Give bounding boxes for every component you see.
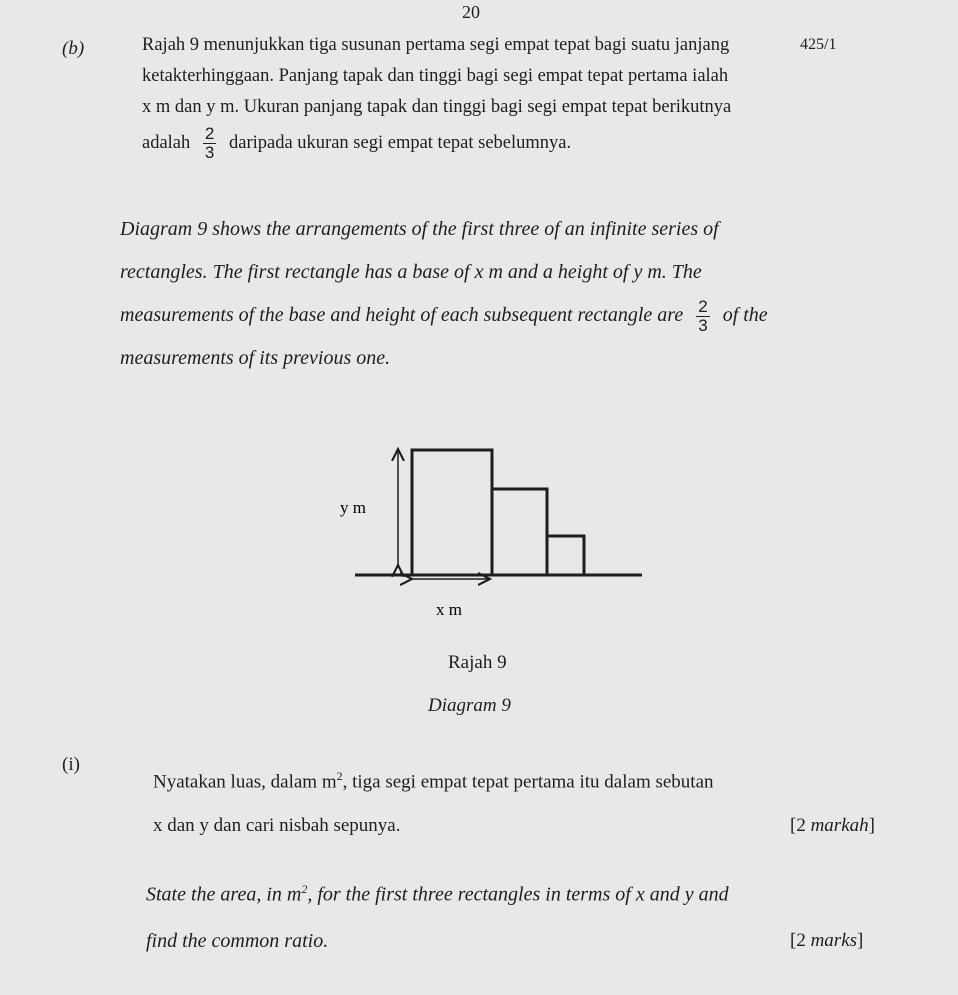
diagram-caption-malay: Rajah 9 xyxy=(448,652,507,673)
marks-malay: [2 markah] xyxy=(790,815,875,836)
question-english-line-2: find the common ratio. xyxy=(146,929,329,952)
question-label: (i) xyxy=(62,754,80,775)
height-label: y m xyxy=(340,498,366,517)
fraction-two-thirds-english xyxy=(696,298,709,335)
question-english-line-1 xyxy=(146,866,926,918)
marks-english: [2 marks] xyxy=(790,930,864,951)
fraction-numerator: 2 xyxy=(698,296,708,316)
english-line-1: Diagram 9 shows the arrangements of the first three of an infinite series of xyxy=(120,218,719,240)
malay-line-4 xyxy=(142,125,862,162)
fraction-numerator: 2 xyxy=(204,124,215,143)
malay-line-3: x m dan y m. Ukuran panjang tapak dan tinggi bagi segi empat tepat berikutnya xyxy=(142,97,732,117)
english-paragraph xyxy=(120,208,880,380)
question-malay-line-1-end: , tiga segi empat tepat pertama itu dalam sebutan xyxy=(342,771,714,793)
marks-malay-count: 2 xyxy=(796,815,806,836)
rectangles-diagram xyxy=(330,435,650,635)
fraction-two-thirds xyxy=(203,125,216,162)
question-malay-line-1 xyxy=(153,754,913,804)
english-line-3-start: measurements of the base and height of each subsequent rectangle are xyxy=(120,304,684,326)
english-line-3 xyxy=(120,294,880,337)
part-label: (b) xyxy=(62,38,85,59)
superscript-2: 2 xyxy=(336,769,343,783)
superscript-2-english: 2 xyxy=(301,882,308,896)
malay-line-4-start: adalah xyxy=(142,132,191,153)
base-label: x m xyxy=(436,600,462,619)
english-line-2: rectangles. The first rectangle has a base of x m and a height of y m. The xyxy=(120,261,702,283)
malay-line-2: ketakterhinggaan. Panjang tapak dan tinggi bagi segi empat tepat pertama ialah xyxy=(142,66,729,86)
fraction-denominator: 3 xyxy=(698,315,708,335)
diagram-caption-english: Diagram 9 xyxy=(428,695,511,716)
question-malay-line-2: x dan y dan cari nisbah sepunya. xyxy=(153,815,401,837)
page-number: 20 xyxy=(462,2,480,22)
question-malay-line-1-start: Nyatakan luas, dalam m xyxy=(153,771,337,793)
english-line-4: measurements of its previous one. xyxy=(120,347,391,369)
rectangle-3 xyxy=(547,536,584,575)
marks-english-count: 2 xyxy=(796,930,806,951)
rectangle-1 xyxy=(412,450,492,575)
question-english-line-1-start: State the area, in m xyxy=(146,883,302,906)
marks-english-word: marks xyxy=(810,930,858,951)
english-line-3-end: of the xyxy=(722,304,768,326)
fraction-denominator: 3 xyxy=(204,143,215,162)
question-english-line-1-end: , for the first three rectangles in terms of x and y and xyxy=(307,883,729,906)
malay-paragraph xyxy=(142,30,862,162)
marks-malay-word: markah xyxy=(810,815,869,836)
malay-line-1: Rajah 9 menunjukkan tiga susunan pertama segi empat tepat bagi suatu janjang xyxy=(142,35,730,55)
rectangle-2 xyxy=(492,489,547,575)
malay-line-4-end: daripada ukuran segi empat tepat sebelumnya. xyxy=(229,132,572,153)
paper-code: 425/1 xyxy=(800,36,837,53)
